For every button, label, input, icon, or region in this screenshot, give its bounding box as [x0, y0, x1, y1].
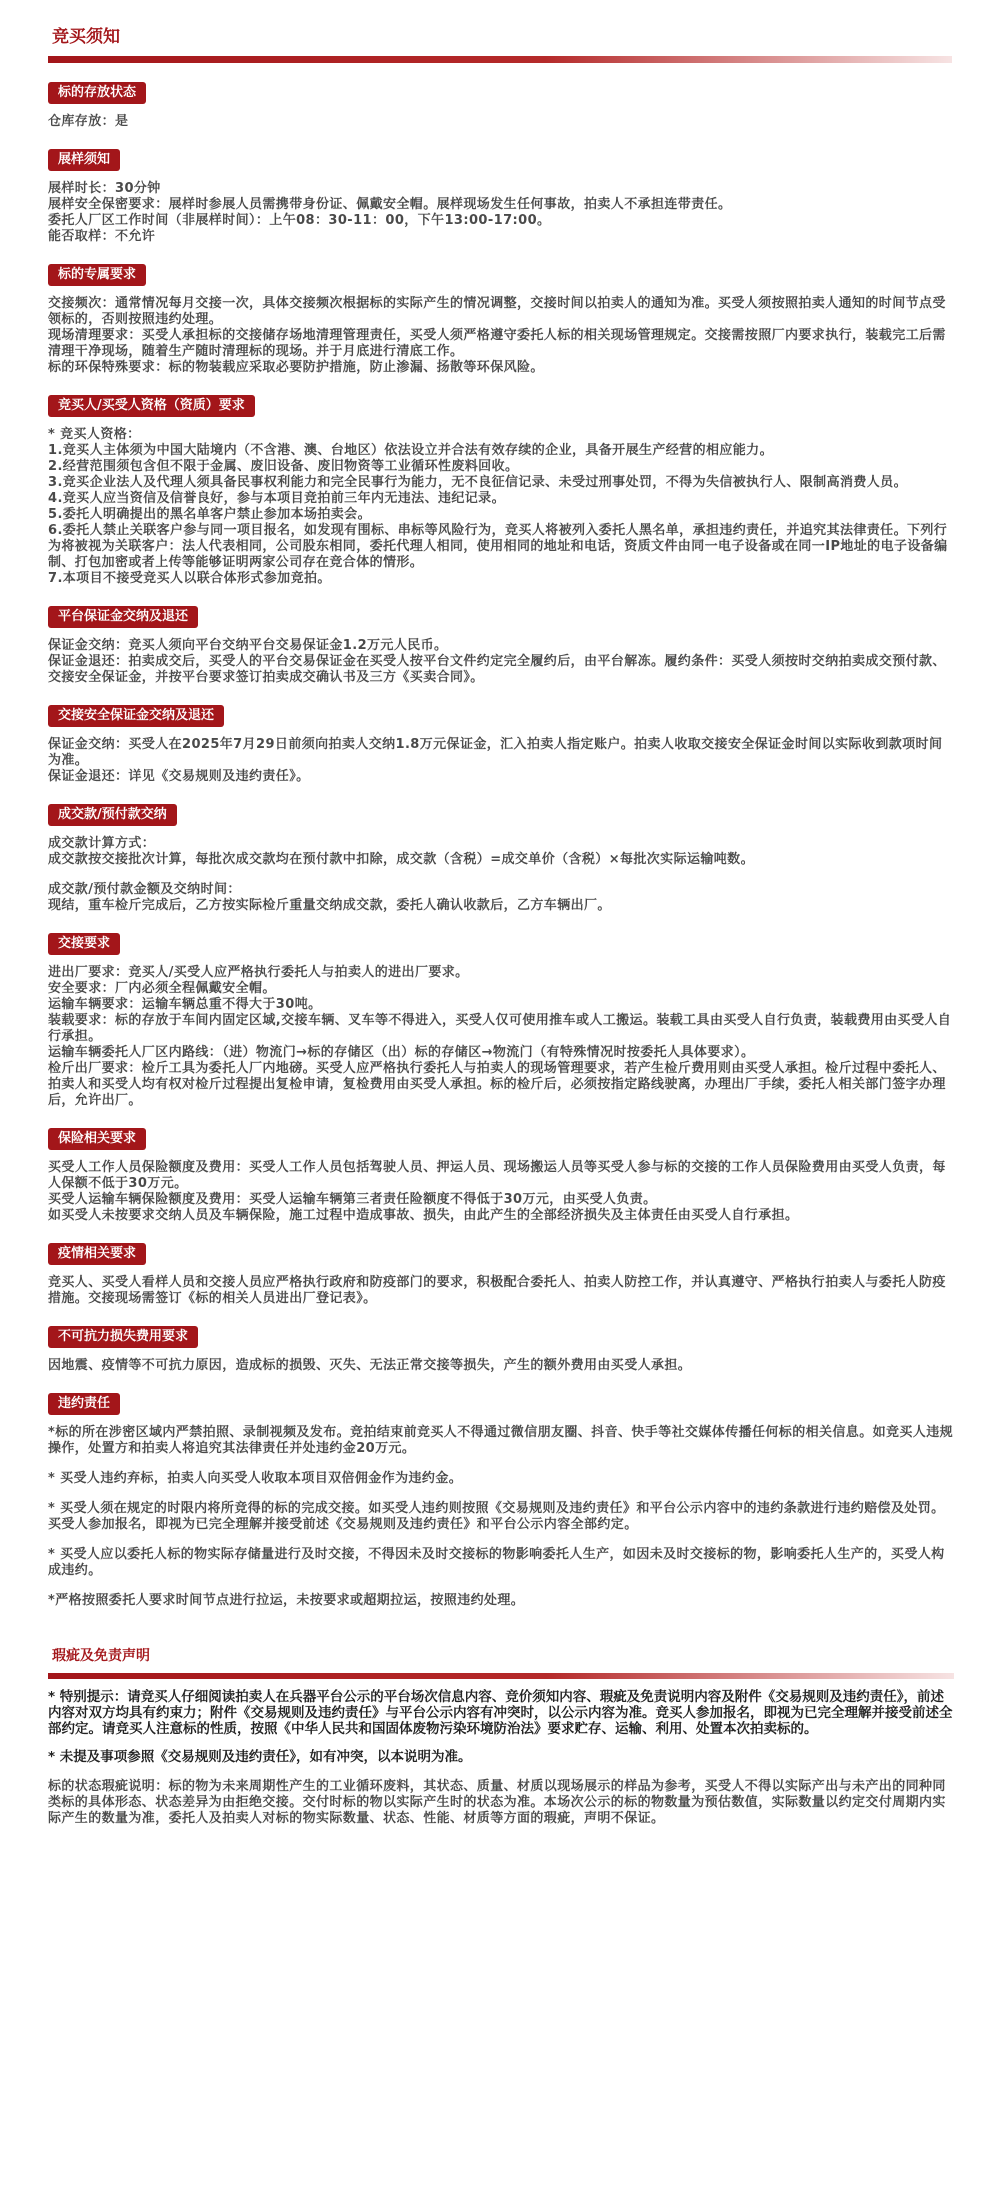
section-text: 进出厂要求：竞买人/买受人应严格执行委托人与拍卖人的进出厂要求。: [48, 965, 469, 980]
section-text: 仓库存放：是: [48, 114, 129, 129]
section-text: 标的环保特殊要求：标的物装载应采取必要防护措施，防止渗漏、扬散等环保风险。: [48, 360, 544, 375]
disclaimer-divider: [48, 1673, 954, 1679]
sections-container: [0, 81, 1000, 1827]
section: [48, 148, 954, 245]
section-text: 成交款按交接批次计算，每批次成交款均在预付款中扣除，成交款（含税）=成交单价（含税）×每批次实际运输吨数。: [48, 852, 754, 867]
section-text: 6.委托人禁止关联客户参与同一项目报名，如发现有围标、串标等风险行为，竞买人将被列入委托人黑名单，承担违约责任，并追究其法律责任。下列行为将被视为关联客户：法人代表相同，公司股东相同，委托代理人相同，使用相同的地址和电话，资质文件由同一电子设备或在同一IP地址的电子设备编制、打包加密或者上传等能够证明两家公司存在竞合体的情形。: [48, 523, 948, 570]
section-text: 委托人厂区工作时间（非展样时间）：上午08：30-11：00，下午13:00-17:00。: [48, 213, 551, 228]
section-text: 装载要求：标的存放于车间内固定区域,交接车辆、叉车等不得进入，买受人仅可使用推车或人工搬运。装载工具由买受人自行负责，装载费用由买受人自行承担。: [48, 1013, 952, 1044]
section: [48, 81, 954, 130]
section-text: 成交款/预付款金额及交纳时间：: [48, 882, 241, 897]
disclaimer-bold-text: * 特别提示：请竞买人仔细阅读拍卖人在兵器平台公示的平台场次信息内容、竞价须知内容、瑕疵及免责说明内容及附件《交易规则及违约责任》，前述内容对双方均具有约束力；附件《交易规则及违约责任》与平台公示内容有冲突时，以公示内容为准。竞买人参加报名，即视为已完全理解并接受前述全部约定。请竞买人注意标的性质，按照《中华人民共和国固体废物污染环境防治法》要求贮存、运输、利用、处置本次拍卖标的。: [48, 1689, 953, 1737]
section-text: 买受人运输车辆保险额度及费用：买受人运输车辆第三者责任险额度不得低于30万元，由买受人负责。: [48, 1192, 657, 1207]
section-heading: 交接安全保证金交纳及退还: [48, 705, 224, 727]
section-heading: 展样须知: [48, 149, 120, 171]
section-text: 买受人工作人员保险额度及费用：买受人工作人员包括驾驶人员、押运人员、现场搬运人员等买受人参与标的交接的工作人员保险费用由买受人负责，每人保额不低于30万元。: [48, 1160, 946, 1191]
section: [48, 1242, 954, 1307]
section-text: 安全要求：厂内必须全程佩戴安全帽。: [48, 981, 276, 996]
section-heading: 成交款/预付款交纳: [48, 804, 177, 826]
section-text: 能否取样：不允许: [48, 229, 156, 244]
section-text: 现场清理要求：买受人承担标的交接储存场地清理管理责任，买受人须严格遵守委托人标的相关现场管理规定。交接需按照厂内要求执行，装载完工后需清理干净现场，随着生产随时清理标的现场。并于月底进行清底工作。: [48, 328, 946, 359]
disclaimer-text: 标的状态瑕疵说明：标的物为未来周期性产生的工业循环废料，其状态、质量、材质以现场展示的样品为参考，买受人不得以实际产出与未产出的同种同类标的具体形态、状态差异为由拒绝交接。交付时标的物以实际产生时的状态为准。本场次公示的标的物数量为预估数值，实际数量以约定交付周期内实际产生的数量为准，委托人及拍卖人对标的物实际数量、状态、性能、材质等方面的瑕疵，声明不保证。: [48, 1779, 946, 1826]
section: [48, 704, 954, 785]
section-heading: 保险相关要求: [48, 1128, 146, 1150]
section-text: 7.本项目不接受竞买人以联合体形式参加竞拍。: [48, 571, 331, 586]
section: [48, 605, 954, 686]
section-heading: 不可抗力损失费用要求: [48, 1326, 198, 1348]
section-text: *标的所在涉密区域内严禁拍照、录制视频及发布。竞拍结束前竞买人不得通过微信朋友圈、抖音、快手等社交媒体传播任何标的相关信息。如竞买人违规操作，处置方和拍卖人将追究其法律责任并处违约金20万元。: [48, 1425, 953, 1456]
section-heading: 违约责任: [48, 1393, 120, 1415]
section-text: * 竞买人资格：: [48, 427, 141, 442]
section-text: 保证金退还：拍卖成交后，买受人的平台交易保证金在买受人按平台文件约定完全履约后，由平台解冻。履约条件：买受人须按时交纳拍卖成交预付款、交接安全保证金，并按平台要求签订拍卖成交确认书及三方《买卖合同》。: [48, 654, 946, 685]
section-heading: 标的存放状态: [48, 82, 146, 104]
section-text: 3.竞买企业法人及代理人须具备民事权利能力和完全民事行为能力，无不良征信记录、未受过刑事处罚，不得为失信被执行人、限制高消费人员。: [48, 475, 907, 490]
section: [48, 1325, 954, 1374]
section-heading: 标的专属要求: [48, 264, 146, 286]
section-text: 交接频次：通常情况每月交接一次，具体交接频次根据标的实际产生的情况调整，交接时间以拍卖人的通知为准。买受人须按照拍卖人通知的时间节点受领标的，否则按照违约处理。: [48, 296, 946, 327]
section-heading: 交接要求: [48, 933, 120, 955]
section-text: *严格按照委托人要求时间节点进行拉运，未按要求或超期拉运，按照违约处理。: [48, 1593, 525, 1608]
section-text: 运输车辆要求：运输车辆总重不得大于30吨。: [48, 997, 322, 1012]
section-text: 保证金交纳：竞买人须向平台交纳平台交易保证金1.2万元人民币。: [48, 638, 448, 653]
disclaimer-bold-text: * 未提及事项参照《交易规则及违约责任》，如有冲突，以本说明为准。: [48, 1749, 472, 1765]
section-text: 如买受人未按要求交纳人员及车辆保险，施工过程中造成事故、损失，由此产生的全部经济损失及主体责任由买受人自行承担。: [48, 1208, 799, 1223]
section-text: 4.竞买人应当资信及信誉良好，参与本项目竞拍前三年内无违法、违纪记录。: [48, 491, 505, 506]
section-text: 5.委托人明确提出的黑名单客户禁止参加本场拍卖会。: [48, 507, 371, 522]
section-text: 展样安全保密要求：展样时参展人员需携带身份证、佩戴安全帽。展样现场发生任何事故，拍卖人不承担连带责任。: [48, 197, 732, 212]
section-text: * 买受人违约弃标，拍卖人向买受人收取本项目双倍佣金作为违约金。: [48, 1471, 463, 1486]
section-text: 成交款计算方式：: [48, 836, 156, 851]
section-text: * 买受人须在规定的时限内将所竞得的标的完成交接。如买受人违约则按照《交易规则及违约责任》和平台公示内容中的违约条款进行违约赔偿及处罚。买受人参加报名，即视为已完全理解并接受前述《交易规则及违约责任》和平台公示内容全部约定。: [48, 1501, 945, 1532]
section-text: 保证金交纳：买受人在2025年7月29日前须向拍卖人交纳1.8万元保证金，汇入拍卖人指定账户。拍卖人收取交接安全保证金时间以实际收到款项时间为准。: [48, 737, 943, 768]
section-text: 运输车辆委托人厂区内路线：（进）物流门→标的存储区（出）标的存储区→物流门（有特殊情况时按委托人具体要求）。: [48, 1045, 755, 1060]
section-heading: 疫情相关要求: [48, 1243, 146, 1265]
disclaimer-section: [48, 1645, 954, 1827]
page-title: 竞买须知: [52, 27, 120, 47]
section-text: 展样时长：30分钟: [48, 181, 161, 196]
title-divider: [48, 56, 952, 63]
section: [48, 394, 954, 587]
section: [48, 263, 954, 376]
section: [48, 1392, 954, 1609]
section-text: 检斤出厂要求：检斤工具为委托人厂内地磅。买受人应严格执行委托人与拍卖人的现场管理要求，若产生检斤费用则由买受人承担。检斤过程中委托人、拍卖人和买受人均有权对检斤过程提出复检申请，复检费用由买受人承担。标的检斤后，必须按指定路线驶离，办理出厂手续，委托人相关部门签字办理后，允许出厂。: [48, 1061, 946, 1108]
section-text: 2.经营范围须包含但不限于金属、废旧设备、废旧物资等工业循环性废料回收。: [48, 459, 519, 474]
section: [48, 803, 954, 914]
section-heading: 竞买人/买受人资格（资质）要求: [48, 395, 255, 417]
section-text: 竞买人、买受人看样人员和交接人员应严格执行政府和防疫部门的要求，积极配合委托人、拍卖人防控工作，并认真遵守、严格执行拍卖人与委托人防疫措施。交接现场需签订《标的相关人员进出厂登记表》。: [48, 1275, 946, 1306]
section: [48, 1127, 954, 1224]
section-text: 保证金退还：详见《交易规则及违约责任》。: [48, 769, 310, 784]
section-text: 1.竞买人主体须为中国大陆境内（不含港、澳、台地区）依法设立并合法有效存续的企业，具备开展生产经营的相应能力。: [48, 443, 773, 458]
section-heading: 平台保证金交纳及退还: [48, 606, 198, 628]
section-text: * 买受人应以委托人标的物实际存储量进行及时交接，不得因未及时交接标的物影响委托人生产，如因未及时交接标的物，影响委托人生产的，买受人构成违约。: [48, 1547, 945, 1578]
section-text: 因地震、疫情等不可抗力原因，造成标的损毁、灭失、无法正常交接等损失，产生的额外费用由买受人承担。: [48, 1358, 692, 1373]
section: [48, 932, 954, 1109]
disclaimer-title: 瑕疵及免责声明: [52, 1648, 150, 1664]
section-text: 现结，重车检斤完成后，乙方按实际检斤重量交纳成交款，委托人确认收款后，乙方车辆出厂。: [48, 898, 611, 913]
